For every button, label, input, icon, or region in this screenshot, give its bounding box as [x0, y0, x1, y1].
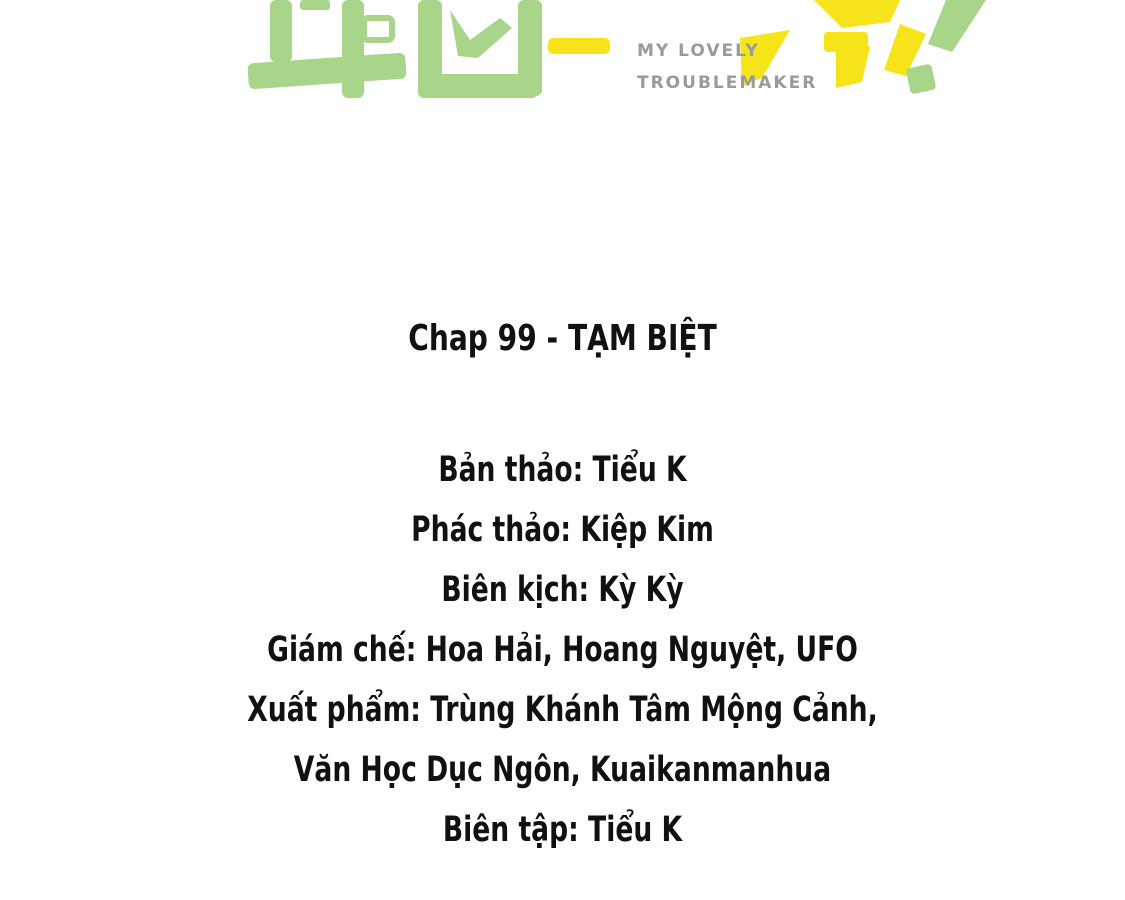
credit-line-script: Biên kịch: Kỳ Kỳ	[441, 570, 684, 610]
logo-glyph-2	[418, 0, 542, 98]
chapter-title: Chap 99 - TẠM BIỆT	[408, 318, 717, 359]
credit-line-draft: Bản thảo: Tiểu K	[438, 450, 687, 490]
title-logo-artwork	[0, 0, 1125, 110]
credit-line-supervisor: Giám chế: Hoa Hải, Hoang Nguyệt, UFO	[267, 630, 858, 670]
credit-line-producer-cont: Văn Học Dục Ngôn, Kuaikanmanhua	[293, 750, 832, 790]
logo-dash	[548, 38, 610, 54]
logo-subtitle-line2: TROUBLEMAKER	[637, 73, 818, 93]
credits-list	[0, 440, 1125, 860]
title-logo	[0, 0, 1125, 110]
logo-glyph-1	[247, 0, 406, 98]
logo-subtitle-line1: MY LOVELY	[637, 41, 760, 61]
credit-line-producer: Xuất phẩm: Trùng Khánh Tâm Mộng Cảnh,	[247, 690, 878, 730]
credit-line-sketch: Phác thảo: Kiệp Kim	[411, 510, 714, 550]
credit-line-editor: Biên tập: Tiểu K	[442, 810, 683, 850]
